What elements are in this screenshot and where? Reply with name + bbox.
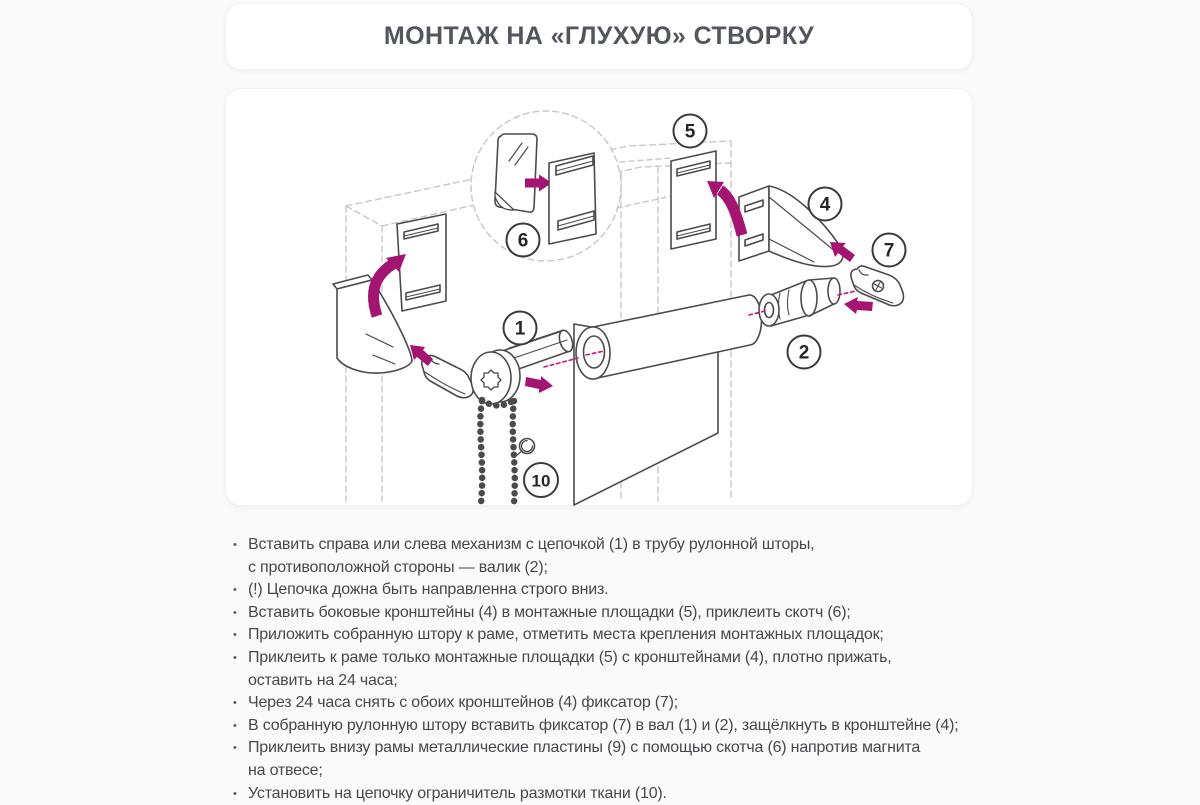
bullet-dot: • [233,584,237,597]
bullet-dot: • [233,719,237,732]
instruction-item [232,647,972,692]
mounting-plate-5-icon [671,151,716,249]
svg-text:1: 1 [514,318,526,340]
instruction-item [232,579,972,602]
instruction-item [232,692,972,715]
instruction-line: Приложить собранную штору к раме, отметить места крепления монтажных площадок; [248,626,884,644]
instruction-item [232,534,972,579]
callout-2 [788,336,821,369]
svg-text:5: 5 [684,121,696,143]
page-title: МОНТАЖ НА «ГЛУХУЮ» СТВОРКУ [383,22,815,50]
callout-4 [809,188,842,221]
instruction-line: Приклеить к раме только монтажные площадки (5) с кронштейнами (4), плотно прижать, [248,648,892,666]
tape-inset [471,111,676,261]
svg-text:10: 10 [531,471,551,491]
instruction-line: В собранную рулонную штору вставить фиксатор (7) в вал (1) и (2), защёлкнуть в кронштейне (4); [248,716,959,734]
instruction-item [232,783,972,805]
assembly-diagram [226,89,974,507]
bullet-dot: • [233,629,237,642]
instruction-list [232,534,972,805]
bullet-dot: • [233,697,237,710]
callout-1 [504,312,537,345]
instruction-line: Вставить справа или слева механизм с цепочкой (1) в трубу рулонной шторы, [248,536,815,553]
callout-6 [507,224,540,257]
svg-text:7: 7 [883,240,895,262]
bullet-dot: • [233,787,237,800]
adapter-2-icon [759,278,840,326]
callout-10 [524,463,558,497]
adhesive-tape-icon [495,134,537,212]
svg-text:2: 2 [798,342,810,364]
instruction-item [232,737,972,782]
fixator-7-icon [851,266,904,306]
insert-fixator-arrow-icon [844,297,873,314]
instruction-item [232,624,972,647]
callout-5 [674,115,707,148]
bullet-dot: • [233,606,237,619]
instruction-line: Вставить боковые кронштейны (4) в монтажные площадки (5), приклеить скотч (6); [248,603,851,621]
inset-mounting-plate-icon [549,153,596,244]
title-card [225,3,973,70]
chain-stop-icon [517,439,535,456]
svg-text:6: 6 [517,230,529,252]
instruction-line: Приклеить внизу рамы металлические пластины (9) с помощью скотча (6) напротив магнита [248,739,921,757]
callout-7 [873,234,906,267]
instruction-item [232,602,972,625]
bead-chain-icon [480,400,514,503]
bullet-dot: • [233,539,237,551]
instruction-item [232,715,972,738]
left-mounting-plate-icon [397,214,446,311]
bullet-dot: • [233,651,237,664]
instruction-line: Установить на цепочку ограничитель размотки ткани (10). [248,784,667,802]
instruction-line: Через 24 часа снять с обоих кронштейнов (4) фиксатор (7); [248,694,678,712]
instruction-line: на отвесе; [248,761,323,779]
chain-mechanism-icon [471,329,575,503]
instruction-line: оставить на 24 часа; [248,671,398,689]
diagram-card [225,88,973,506]
clutch-star-hole-icon [481,370,501,390]
instruction-line: (!) Цепочка дожна быть направленна строго вниз. [248,581,609,599]
insert-mechanism-arrow-icon [525,376,553,393]
instruction-line: с противоположной стороны — валик (2); [248,558,548,576]
svg-text:4: 4 [819,194,831,216]
bullet-dot: • [233,742,237,755]
